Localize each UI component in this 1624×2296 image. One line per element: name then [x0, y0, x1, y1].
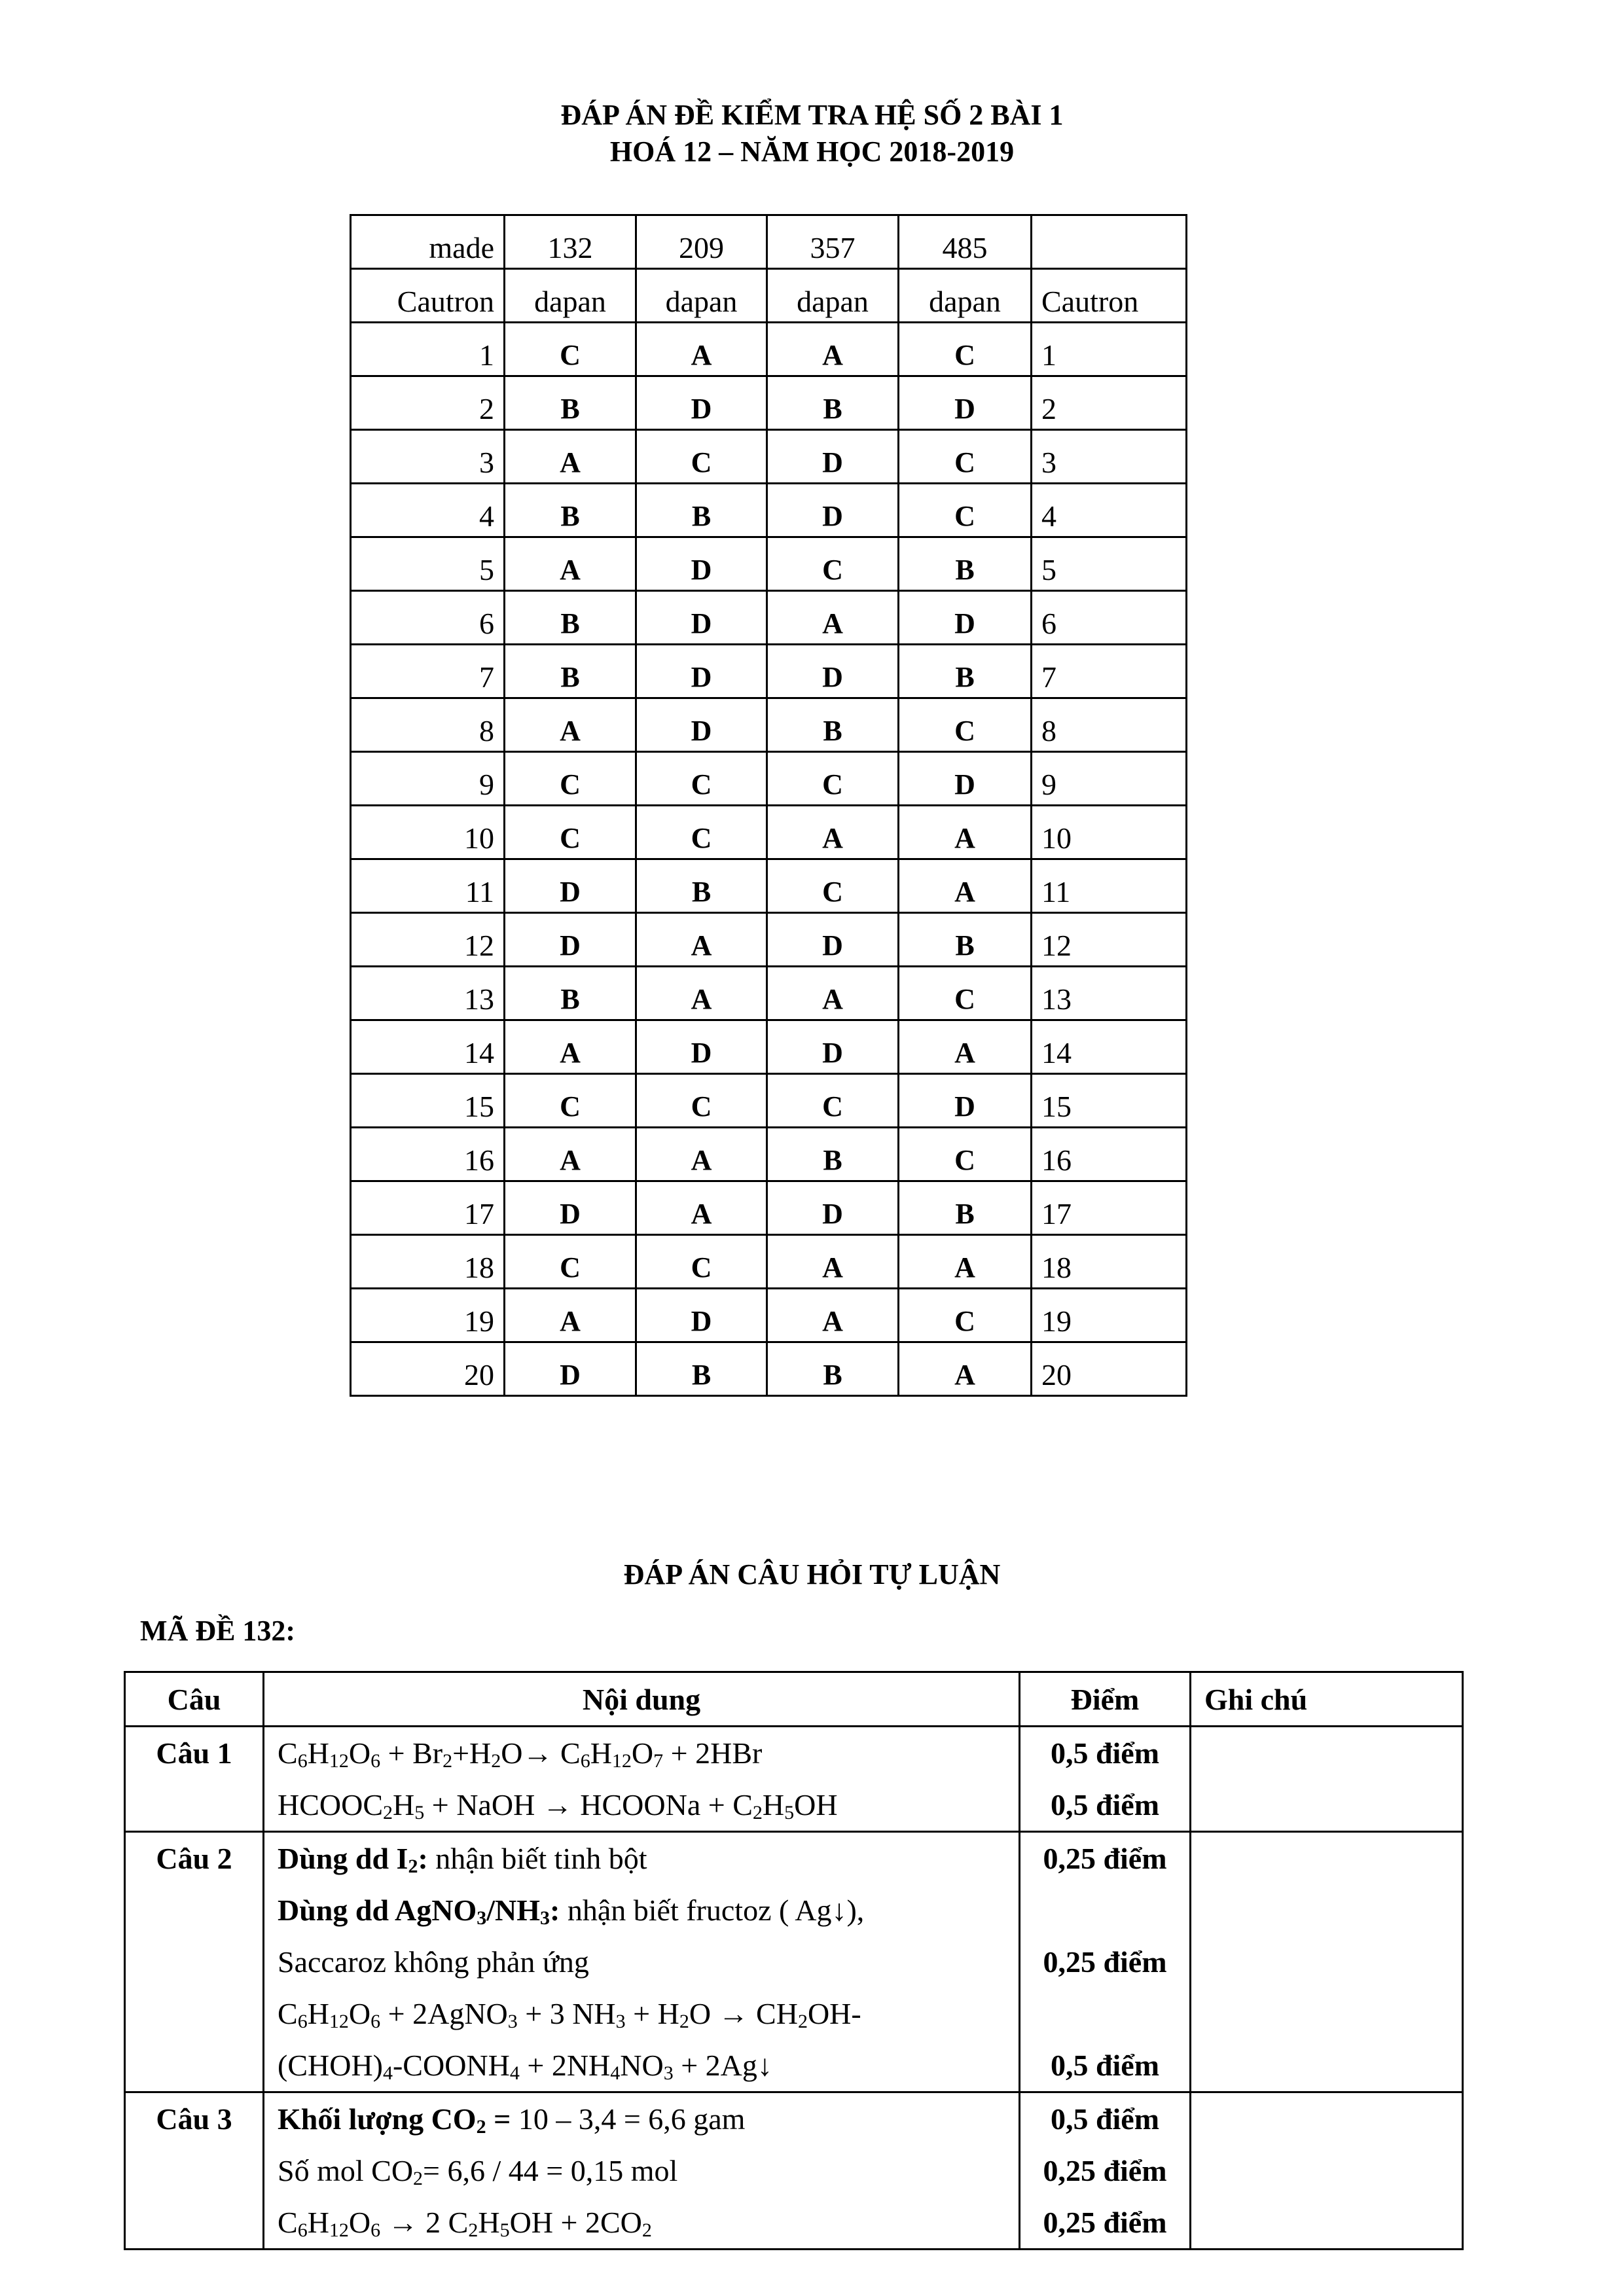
- answer-cell: D: [636, 376, 767, 430]
- question-label: Câu 1: [125, 1727, 264, 1832]
- question-number: 16: [351, 1128, 505, 1181]
- answer-cell: A: [636, 913, 767, 967]
- answer-cell: D: [767, 430, 899, 484]
- question-number: 13: [351, 967, 505, 1020]
- table-row: [351, 1128, 1187, 1181]
- column-header: Câu: [125, 1672, 264, 1727]
- answer-cell: C: [767, 859, 899, 913]
- answer-cell: D: [636, 537, 767, 591]
- table-row: [351, 645, 1187, 698]
- answer-cell: A: [899, 1342, 1032, 1396]
- answer-cell: A: [767, 323, 899, 376]
- text-segment: +H: [452, 1736, 492, 1770]
- answer-cell: A: [899, 859, 1032, 913]
- text-segment: Khối lượng CO: [278, 2102, 477, 2136]
- text-segment: 6: [580, 1750, 590, 1772]
- answer-cell: C: [767, 1074, 899, 1128]
- header-cell: Cautron: [1032, 269, 1187, 323]
- text-segment: + 2NH: [519, 2049, 611, 2082]
- answer-cell: D: [899, 376, 1032, 430]
- text-segment: 4: [509, 2062, 520, 2084]
- answer-cell: C: [505, 323, 636, 376]
- text-segment: 2: [476, 2116, 486, 2138]
- points-value: 0,5 điểm: [1050, 1788, 1160, 1821]
- question-row: [125, 2092, 1463, 2250]
- text-segment: 7: [653, 1750, 664, 1772]
- text-segment: H: [762, 1788, 785, 1821]
- table-row: [351, 859, 1187, 913]
- text-segment: 4: [382, 2062, 393, 2084]
- answer-cell: C: [505, 1235, 636, 1289]
- text-segment: + H: [625, 1997, 679, 2030]
- question-number-right: 13: [1032, 967, 1187, 1020]
- table-row: [351, 698, 1187, 752]
- answer-cell: B: [636, 484, 767, 537]
- text-segment: + 2HBr: [663, 1736, 763, 1770]
- answer-cell: D: [899, 1074, 1032, 1128]
- text-segment: 2: [468, 2219, 478, 2241]
- text-segment: OH: [794, 1788, 838, 1821]
- header-cell: dapan: [636, 269, 767, 323]
- text-segment: OH + 2CO: [509, 2206, 642, 2239]
- header-cell: dapan: [767, 269, 899, 323]
- answer-cell: B: [505, 484, 636, 537]
- text-segment: 2: [797, 2011, 808, 2032]
- answer-cell: C: [505, 752, 636, 806]
- answer-cell: A: [505, 430, 636, 484]
- text-segment: NO: [620, 2049, 664, 2082]
- question-number-right: 20: [1032, 1342, 1187, 1396]
- text-segment: 5: [784, 1802, 795, 1823]
- answer-cell: A: [505, 1289, 636, 1342]
- answer-cell: A: [505, 537, 636, 591]
- text-segment: + 2AgNO: [380, 1997, 508, 2030]
- answer-cell: C: [899, 323, 1032, 376]
- text-segment: Saccaroz không phản ứng: [278, 1945, 589, 1979]
- text-segment: 3: [477, 1907, 487, 1929]
- text-segment: -COONH: [392, 2049, 510, 2082]
- answer-cell: A: [899, 806, 1032, 859]
- table-row: [351, 1181, 1187, 1235]
- text-segment: 2: [491, 1750, 501, 1772]
- answer-cell: A: [767, 1289, 899, 1342]
- text-segment: 3: [507, 2011, 518, 2032]
- question-row: [125, 1727, 1463, 1832]
- text-segment: OH-: [807, 1997, 861, 2030]
- text-segment: 2: [442, 1750, 453, 1772]
- points-value: [1034, 1884, 1176, 1936]
- content-line: [278, 1884, 1005, 1936]
- header-cell: 485: [899, 215, 1032, 269]
- text-segment: :: [550, 1893, 560, 1927]
- question-content: [264, 1832, 1020, 2092]
- text-segment: 6: [297, 2219, 308, 2241]
- text-segment: 12: [329, 1750, 349, 1772]
- points-value: 0,5 điểm: [1050, 2049, 1160, 2082]
- content-line: [278, 1727, 1005, 1779]
- question-number-right: 1: [1032, 323, 1187, 376]
- answer-cell: C: [505, 806, 636, 859]
- text-segment: C: [278, 1736, 298, 1770]
- header-cell: [1032, 215, 1187, 269]
- answer-cell: A: [767, 806, 899, 859]
- column-header: Nội dung: [264, 1672, 1020, 1727]
- points-value: 0,25 điểm: [1043, 1842, 1167, 1875]
- text-segment: 2: [679, 2011, 689, 2032]
- essay-heading: ĐÁP ÁN CÂU HỎI TỰ LUẬN: [623, 1558, 1001, 1590]
- answer-cell: D: [899, 752, 1032, 806]
- text-segment: 3: [663, 2062, 674, 2084]
- answer-cell: A: [636, 1128, 767, 1181]
- header-cell: dapan: [505, 269, 636, 323]
- text-segment: H: [590, 1736, 612, 1770]
- question-number: 1: [351, 323, 505, 376]
- answer-cell: B: [636, 859, 767, 913]
- text-segment: 6: [297, 1750, 308, 1772]
- answer-cell: B: [505, 967, 636, 1020]
- question-number-right: 9: [1032, 752, 1187, 806]
- content-line: [278, 1936, 1005, 1988]
- question-number: 20: [351, 1342, 505, 1396]
- answer-cell: D: [767, 645, 899, 698]
- text-segment: 2: [408, 1856, 418, 1877]
- header-cell: 132: [505, 215, 636, 269]
- answer-cell: D: [505, 859, 636, 913]
- answer-cell: C: [636, 752, 767, 806]
- answer-cell: C: [899, 1289, 1032, 1342]
- question-number-right: 6: [1032, 591, 1187, 645]
- question-number: 3: [351, 430, 505, 484]
- text-segment: 12: [329, 2219, 349, 2241]
- points-value: 0,25 điểm: [1043, 2206, 1167, 2239]
- table-row: [351, 1074, 1187, 1128]
- question-number-right: 2: [1032, 376, 1187, 430]
- question-number-right: 18: [1032, 1235, 1187, 1289]
- notes-cell: [1191, 1727, 1463, 1832]
- answer-cell: C: [505, 1074, 636, 1128]
- answer-cell: A: [505, 698, 636, 752]
- table-header-row: [351, 215, 1187, 269]
- text-segment: nhận biết fructoz ( Ag↓),: [560, 1893, 865, 1927]
- answer-cell: D: [767, 913, 899, 967]
- question-number-right: 3: [1032, 430, 1187, 484]
- question-number: 2: [351, 376, 505, 430]
- table-row: [351, 1342, 1187, 1396]
- content-line: [278, 1833, 1005, 1884]
- answer-cell: B: [767, 1128, 899, 1181]
- text-segment: Dùng dd AgNO: [278, 1893, 477, 1927]
- text-segment: + Br: [380, 1736, 443, 1770]
- points-cell: [1020, 1727, 1191, 1832]
- text-segment: + 2Ag↓: [673, 2049, 772, 2082]
- answer-cell: D: [505, 1181, 636, 1235]
- answer-cell: D: [636, 591, 767, 645]
- points-cell: [1020, 2092, 1191, 2250]
- answer-cell: B: [899, 537, 1032, 591]
- question-number: 6: [351, 591, 505, 645]
- text-segment: Dùng dd I: [278, 1842, 408, 1875]
- text-segment: (CHOH): [278, 2049, 383, 2082]
- content-line: [278, 2145, 1005, 2197]
- document-subtitle: HOÁ 12 – NĂM HỌC 2018-2019: [609, 135, 1015, 168]
- text-segment: 6: [370, 2011, 381, 2032]
- answer-cell: B: [767, 698, 899, 752]
- question-number: 19: [351, 1289, 505, 1342]
- answer-cell: C: [899, 484, 1032, 537]
- question-number-right: 8: [1032, 698, 1187, 752]
- question-number-right: 11: [1032, 859, 1187, 913]
- document-title: ĐÁP ÁN ĐỀ KIỂM TRA HỆ SỐ 2 BÀI 1: [560, 99, 1064, 131]
- answer-cell: B: [899, 913, 1032, 967]
- question-number-right: 19: [1032, 1289, 1187, 1342]
- text-segment: nhận biết tinh bột: [427, 1842, 647, 1875]
- question-number-right: 7: [1032, 645, 1187, 698]
- question-number: 11: [351, 859, 505, 913]
- answer-cell: D: [636, 645, 767, 698]
- text-segment: 5: [414, 1802, 425, 1823]
- answer-cell: B: [899, 645, 1032, 698]
- question-number: 15: [351, 1074, 505, 1128]
- text-segment: 2: [641, 2219, 652, 2241]
- answer-cell: C: [636, 1235, 767, 1289]
- question-number: 8: [351, 698, 505, 752]
- answer-cell: D: [505, 1342, 636, 1396]
- text-segment: + NaOH → HCOONa + C: [424, 1788, 753, 1821]
- answer-cell: B: [636, 1342, 767, 1396]
- question-number: 5: [351, 537, 505, 591]
- question-row: [125, 1832, 1463, 2092]
- answer-cell: C: [899, 1128, 1032, 1181]
- answer-cell: B: [505, 591, 636, 645]
- header-cell: 209: [636, 215, 767, 269]
- question-number: 9: [351, 752, 505, 806]
- header-cell: Cautron: [351, 269, 505, 323]
- table-row: [351, 537, 1187, 591]
- question-number-right: 15: [1032, 1074, 1187, 1128]
- table-row: [351, 591, 1187, 645]
- answer-cell: A: [899, 1235, 1032, 1289]
- points-value: [1034, 1988, 1176, 2039]
- text-segment: H: [478, 2206, 500, 2239]
- text-segment: 4: [610, 2062, 621, 2084]
- question-number: 12: [351, 913, 505, 967]
- table-row: [351, 913, 1187, 967]
- answer-cell: D: [636, 1020, 767, 1074]
- text-segment: :: [418, 1842, 428, 1875]
- text-segment: O: [631, 1736, 654, 1770]
- table-row: [351, 376, 1187, 430]
- answer-cell: C: [899, 967, 1032, 1020]
- answer-cell: A: [505, 1020, 636, 1074]
- answer-cell: B: [505, 645, 636, 698]
- question-number-right: 17: [1032, 1181, 1187, 1235]
- text-segment: H: [307, 1736, 329, 1770]
- question-number: 7: [351, 645, 505, 698]
- text-segment: /NH: [486, 1893, 541, 1927]
- answer-cell: D: [636, 1289, 767, 1342]
- text-segment: + 3 NH: [517, 1997, 616, 2030]
- table-row: [351, 1289, 1187, 1342]
- content-line: [278, 2093, 1005, 2145]
- answer-cell: B: [505, 376, 636, 430]
- answer-cell: A: [636, 323, 767, 376]
- question-number-right: 16: [1032, 1128, 1187, 1181]
- answer-key-table: [350, 214, 1187, 1397]
- header-cell: dapan: [899, 269, 1032, 323]
- points-value: 0,25 điểm: [1043, 2154, 1167, 2187]
- question-label: Câu 3: [125, 2092, 264, 2250]
- question-number-right: 4: [1032, 484, 1187, 537]
- content-line: [278, 1988, 1005, 2039]
- answer-cell: D: [767, 484, 899, 537]
- question-number: 4: [351, 484, 505, 537]
- question-label: Câu 2: [125, 1832, 264, 2092]
- answer-cell: A: [505, 1128, 636, 1181]
- text-segment: H: [307, 1997, 329, 2030]
- text-segment: O: [348, 1736, 371, 1770]
- question-number-right: 14: [1032, 1020, 1187, 1074]
- points-value: 0,5 điểm: [1050, 1736, 1160, 1770]
- answer-cell: B: [899, 1181, 1032, 1235]
- text-segment: C: [278, 2206, 298, 2239]
- table-row: [351, 484, 1187, 537]
- text-segment: O→ C: [501, 1736, 581, 1770]
- text-segment: 2: [383, 1802, 393, 1823]
- question-number-right: 5: [1032, 537, 1187, 591]
- answer-cell: B: [767, 1342, 899, 1396]
- table-header-row: [351, 269, 1187, 323]
- text-segment: C: [278, 1997, 298, 2030]
- answer-cell: C: [636, 1074, 767, 1128]
- table-row: [351, 1235, 1187, 1289]
- answer-cell: A: [767, 591, 899, 645]
- text-segment: 3: [540, 1907, 550, 1929]
- answer-cell: A: [636, 1181, 767, 1235]
- header-cell: 357: [767, 215, 899, 269]
- answer-cell: C: [636, 430, 767, 484]
- content-line: [278, 2197, 1005, 2248]
- text-segment: 12: [611, 1750, 632, 1772]
- exam-code-label: MÃ ĐỀ 132:: [140, 1615, 296, 1647]
- essay-answer-table: [124, 1671, 1464, 2250]
- table-row: [351, 430, 1187, 484]
- answer-cell: D: [767, 1020, 899, 1074]
- column-header: Ghi chú: [1191, 1672, 1463, 1727]
- question-number: 14: [351, 1020, 505, 1074]
- header-cell: made: [351, 215, 505, 269]
- text-segment: 2: [752, 1802, 763, 1823]
- answer-cell: C: [636, 806, 767, 859]
- text-segment: 5: [499, 2219, 510, 2241]
- notes-cell: [1191, 1832, 1463, 2092]
- text-segment: 6: [370, 1750, 381, 1772]
- text-segment: Số mol CO: [278, 2154, 414, 2187]
- text-segment: 3: [615, 2011, 626, 2032]
- answer-cell: A: [636, 967, 767, 1020]
- table-row: [351, 1020, 1187, 1074]
- table-row: [351, 967, 1187, 1020]
- question-number-right: 12: [1032, 913, 1187, 967]
- answer-cell: A: [899, 1020, 1032, 1074]
- points-cell: [1020, 1832, 1191, 2092]
- table-row: [351, 806, 1187, 859]
- question-number-right: 10: [1032, 806, 1187, 859]
- answer-cell: C: [899, 698, 1032, 752]
- text-segment: O: [348, 1997, 371, 2030]
- question-content: [264, 2092, 1020, 2250]
- answer-cell: C: [767, 752, 899, 806]
- answer-cell: D: [636, 698, 767, 752]
- text-segment: HCOOC: [278, 1788, 384, 1821]
- table-row: [351, 323, 1187, 376]
- text-segment: 6: [297, 2011, 308, 2032]
- answer-cell: D: [505, 913, 636, 967]
- notes-cell: [1191, 2092, 1463, 2250]
- answer-cell: B: [767, 376, 899, 430]
- content-line: [278, 2039, 1005, 2091]
- question-number: 17: [351, 1181, 505, 1235]
- answer-cell: C: [767, 537, 899, 591]
- text-segment: → 2 C: [380, 2206, 469, 2239]
- points-value: 0,25 điểm: [1043, 1945, 1167, 1979]
- text-segment: 6: [370, 2219, 381, 2241]
- text-segment: = 6,6 / 44 = 0,15 mol: [423, 2154, 678, 2187]
- text-segment: O: [348, 2206, 371, 2239]
- text-segment: 2: [413, 2168, 424, 2189]
- text-segment: O → CH: [689, 1997, 798, 2030]
- answer-cell: C: [899, 430, 1032, 484]
- question-number: 18: [351, 1235, 505, 1289]
- table-row: [351, 752, 1187, 806]
- answer-cell: A: [767, 967, 899, 1020]
- content-line: [278, 1779, 1005, 1831]
- text-segment: H: [307, 2206, 329, 2239]
- question-number: 10: [351, 806, 505, 859]
- column-header: Điểm: [1020, 1672, 1191, 1727]
- question-content: [264, 1727, 1020, 1832]
- text-segment: =: [486, 2102, 511, 2136]
- answer-cell: A: [767, 1235, 899, 1289]
- text-segment: 12: [329, 2011, 349, 2032]
- text-segment: H: [393, 1788, 415, 1821]
- answer-cell: D: [899, 591, 1032, 645]
- points-value: 0,5 điểm: [1050, 2102, 1160, 2136]
- text-segment: 10 – 3,4 = 6,6 gam: [511, 2102, 746, 2136]
- answer-cell: D: [767, 1181, 899, 1235]
